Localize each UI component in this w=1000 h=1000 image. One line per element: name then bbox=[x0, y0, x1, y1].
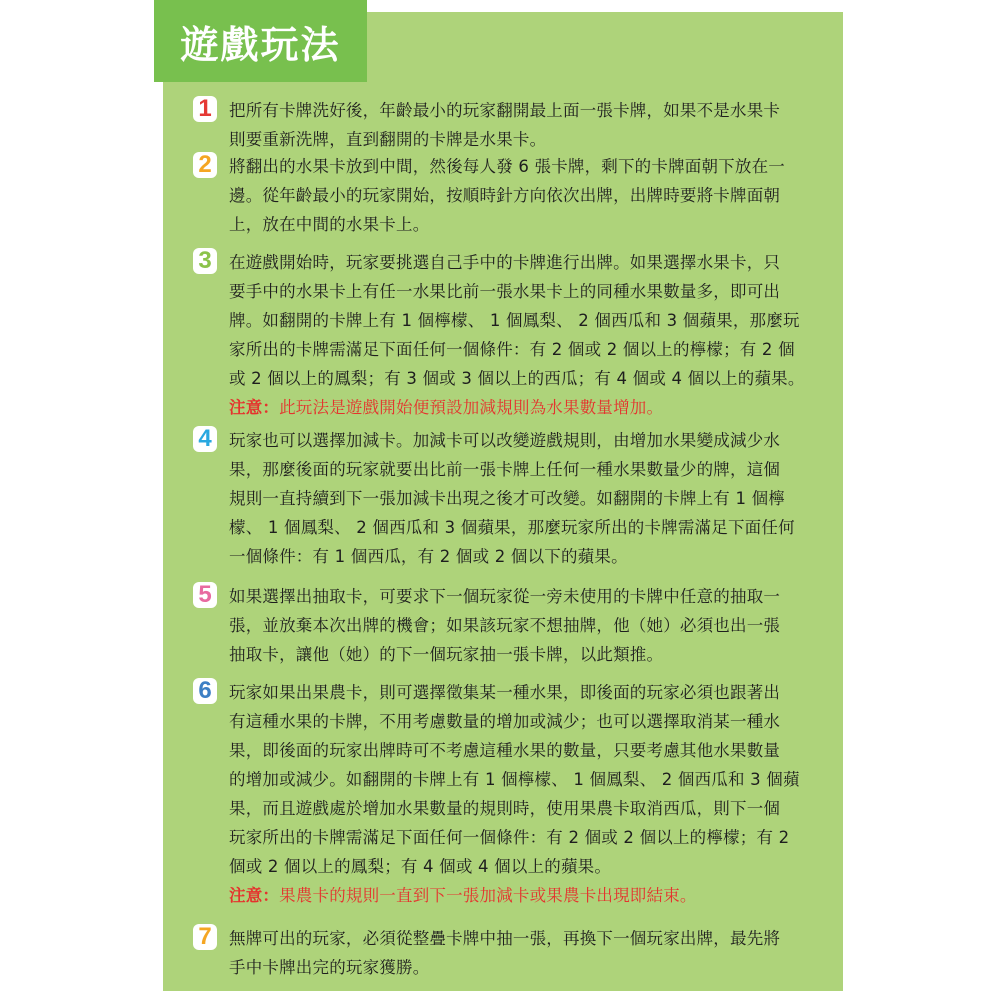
rule-number-badge: 5 bbox=[193, 582, 217, 608]
rule-note: 注意：果農卡的規則一直到下一張加減卡或果農卡出現即結束。 bbox=[229, 886, 697, 905]
rule-text: 把所有卡牌洗好後，年齡最小的玩家翻開最上面一張卡牌，如果不是水果卡 則要重新洗牌，直到翻開的卡牌是水果卡。 bbox=[229, 101, 781, 149]
rule-number-badge: 3 bbox=[193, 248, 217, 274]
title-tab bbox=[154, 0, 367, 82]
rule-number-badge: 1 bbox=[193, 96, 217, 122]
page-title: 遊戲玩法 bbox=[180, 22, 341, 67]
rule-number-badge: 7 bbox=[193, 924, 217, 950]
rule-text: 玩家如果出果農卡，則可選擇徵集某一種水果，即後面的玩家必須也跟著出 有這種水果的卡牌，不用考慮數量的增加或減少；也可以選擇取消某一種水 果，即後面的玩家出牌時可不考慮這種水果的數量，只要考慮其他水果數量 的增加或減少。如翻開的卡牌上有 1 個檸檬、 1 個鳳梨、 2 個西瓜和 3 個蘋 果，而且遊戲處於增加水果數量的規則時，使用果農卡取消西瓜，則下一個 玩家所出的卡牌需滿足下面任何一個條件：有 2 個或 2 個以上的檸檬；有 2 個或 2 個以上的鳳梨；有 4 個或 4 個以上的蘋果。 注意：果農卡的規則一直到下一張加減卡或果農卡出現即結束。 bbox=[229, 678, 829, 910]
rule-text: 無牌可出的玩家，必須從整疊卡牌中抽一張，再換下一個玩家出牌，最先將 手中卡牌出完的玩家獲勝。 bbox=[229, 929, 781, 977]
rule-number-badge: 2 bbox=[193, 152, 217, 178]
rule-text: 將翻出的水果卡放到中間，然後每人發 6 張卡牌，剩下的卡牌面朝下放在一 邊。從年齡最小的玩家開始，按順時針方向依次出牌，出牌時要將卡牌面朝 上，放在中間的水果卡上。 bbox=[229, 157, 785, 234]
rule-text: 如果選擇出抽取卡，可要求下一個玩家從一旁未使用的卡牌中任意的抽取一 張，並放棄本次出牌的機會；如果該玩家不想抽牌，他（她）必須也出一張 抽取卡，讓他（她）的下一個玩家抽一張卡牌，以此類推。 bbox=[229, 587, 781, 664]
rule-note: 注意：此玩法是遊戲開始便預設加減規則為水果數量增加。 bbox=[229, 398, 664, 417]
rule-number-badge: 6 bbox=[193, 678, 217, 704]
rule-number-badge: 4 bbox=[193, 426, 217, 452]
rule-text: 玩家也可以選擇加減卡。加減卡可以改變遊戲規則，由增加水果變成減少水 果，那麼後面的玩家就要出比前一張卡牌上任何一種水果數量少的牌，這個 規則一直持續到下一張加減卡出現之後才可改變。如翻開的卡牌上有 1 個檸 檬、 1 個鳳梨、 2 個西瓜和 3 個蘋果，那麼玩家所出的卡牌需滿足下面任何 一個條件：有 1 個西瓜，有 2 個或 2 個以下的蘋果。 bbox=[229, 431, 795, 566]
rule-text: 在遊戲開始時，玩家要挑選自己手中的卡牌進行出牌。如果選擇水果卡，只 要手中的水果卡上有任一水果比前一張水果卡上的同種水果數量多，即可出 牌。如翻開的卡牌上有 1 個檸檬、 1 個鳳梨、 2 個西瓜和 3 個蘋果，那麼玩 家所出的卡牌需滿足下面任何一個條件：有 2 個或 2 個以上的檸檬；有 2 個 或 2 個以上的鳳梨；有 3 個或 3 個以上的西瓜；有 4 個或 4 個以上的蘋果。 注意：此玩法是遊戲開始便預設加減規則為水果數量增加。 bbox=[229, 248, 829, 422]
